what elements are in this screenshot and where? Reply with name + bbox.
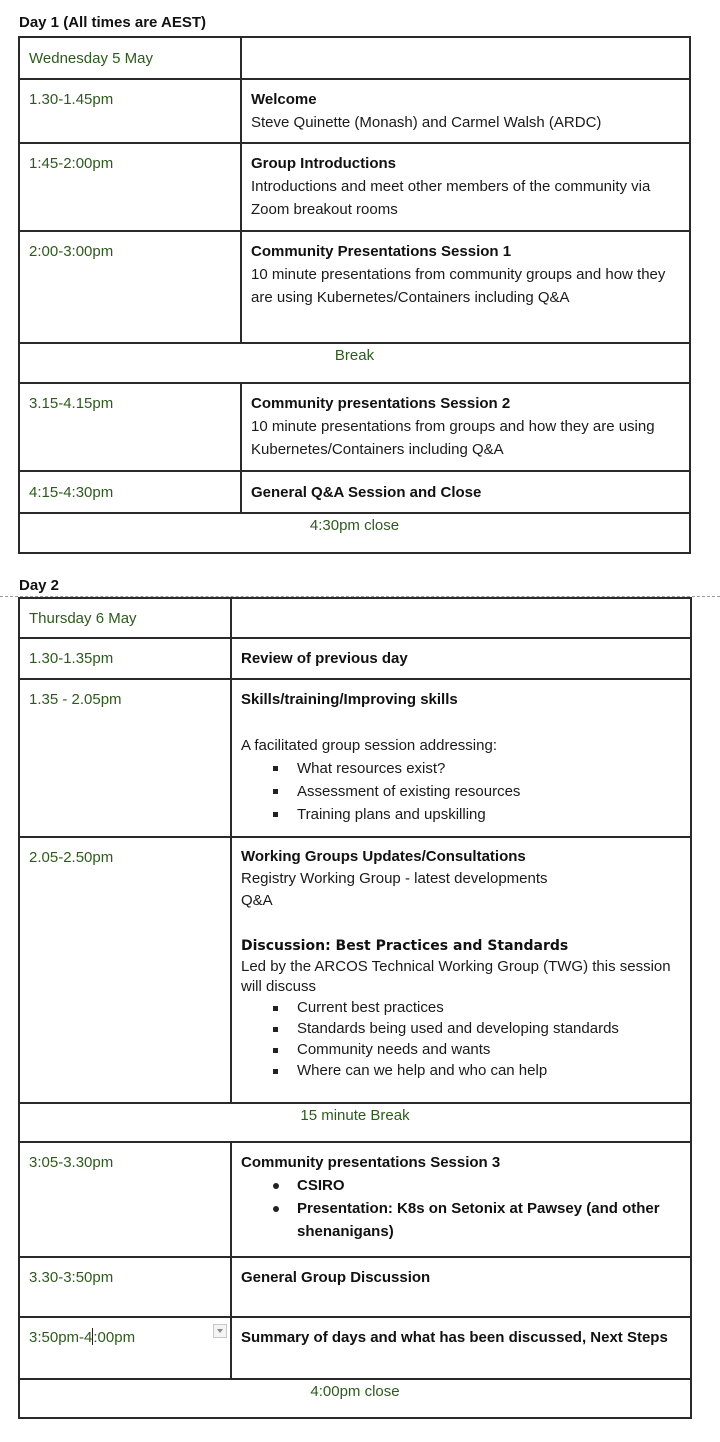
table-row [19,1317,691,1379]
table-row [19,231,690,343]
time-cell[interactable]: 1:45-2:00pm [19,143,241,231]
session-cell[interactable] [231,679,691,837]
list-item: Presentation: K8s on Setonix at Pawsey (and other shenanigans) [297,1197,681,1243]
session-cell[interactable] [231,1257,691,1317]
session-cell[interactable] [241,471,690,513]
dropdown-arrow-icon[interactable] [213,1324,227,1338]
session-cell[interactable] [231,1142,691,1257]
session-cell[interactable] [241,79,690,143]
time-cell[interactable] [19,1317,231,1379]
day1-date[interactable]: Wednesday 5 May [19,37,241,79]
session-cell[interactable] [241,383,690,471]
list-item: Current best practices [297,997,681,1018]
list-item: What resources exist? [297,757,681,780]
time-cell[interactable]: 3.15-4.15pm [19,383,241,471]
session-heading: Working Groups Updates/Consultations [241,848,526,865]
discussion-description: Led by the ARCOS Technical Working Group (TWG) this session will discuss [241,958,671,995]
session-line: Q&A [241,892,273,909]
session-heading: Welcome [251,91,317,108]
session-heading: Skills/training/Improving skills [241,691,458,708]
close-row [19,1379,691,1418]
list-item: Where can we help and who can help [297,1060,681,1081]
session-line: Registry Working Group - latest developments [241,870,548,887]
discussion-heading: Discussion: Best Practices and Standards [241,938,569,954]
time-cell[interactable]: 1.35 - 2.05pm [19,679,231,837]
session-cell[interactable] [231,1317,691,1379]
table-row [19,837,691,1103]
session-cell[interactable] [231,638,691,679]
session-description: Steve Quinette (Monash) and Carmel Walsh (ARDC) [251,114,602,131]
session-description: 10 minute presentations from groups and how they are using Kubernetes/Containers including Q&A [251,418,655,458]
session-heading: Community presentations Session 3 [241,1154,501,1171]
time-cell[interactable]: 2.05-2.50pm [19,837,231,1103]
time-cell[interactable]: 4:15-4:30pm [19,471,241,513]
session-cell[interactable] [241,143,690,231]
time-text-start: 3:50pm-4 [29,1329,93,1346]
time-cell[interactable]: 3:05-3.30pm [19,1142,231,1257]
session-heading: Summary of days and what has been discussed, Next Steps [241,1329,668,1346]
session-intro: A facilitated group session addressing: [241,737,497,754]
break-row [19,343,690,383]
session-heading: Review of previous day [241,650,408,667]
list-item: Standards being used and developing standards [297,1018,681,1039]
table-row [19,471,690,513]
break-row [19,1103,691,1142]
table-row [19,1257,691,1317]
close-label[interactable]: 4:00pm close [19,1379,691,1418]
session-description: Introductions and meet other members of the community via Zoom breakout rooms [251,178,651,218]
session-cell[interactable] [241,231,690,343]
session-heading: Community presentations Session 2 [251,395,511,412]
table-row [19,638,691,679]
session-heading: General Q&A Session and Close [251,483,482,501]
list-item: Assessment of existing resources [297,780,681,803]
time-cell[interactable]: 1.30-1.45pm [19,79,241,143]
bullet-list [241,1174,681,1243]
empty-cell[interactable] [241,37,690,79]
time-cell[interactable]: 2:00-3:00pm [19,231,241,343]
bullet-list [241,757,681,826]
time-text-end: :00pm [93,1329,136,1346]
day2-date[interactable]: Thursday 6 May [19,598,231,638]
session-heading: Community Presentations Session 1 [251,243,512,260]
table-row [19,1142,691,1257]
day2-title: Day 2 [19,577,60,594]
close-row [19,513,690,553]
table-row [19,79,690,143]
close-label[interactable]: 4:30pm close [19,513,690,553]
list-item: Training plans and upskilling [297,803,681,826]
day2-schedule-table [18,597,692,1419]
day1-date-row [19,37,690,79]
break-label[interactable]: Break [19,343,690,383]
table-row [19,383,690,471]
empty-cell[interactable] [231,598,691,638]
day2-date-row [19,598,691,638]
table-row [19,143,690,231]
time-cell[interactable]: 1.30-1.35pm [19,638,231,679]
list-item: Community needs and wants [297,1039,681,1060]
session-heading: General Group Discussion [241,1269,431,1286]
bullet-list [241,997,681,1081]
day1-schedule-table [18,36,691,554]
day1-title: Day 1 (All times are AEST) [19,14,207,31]
session-description: 10 minute presentations from community groups and how they are using Kubernetes/Containers including Q&A [251,266,666,306]
break-label[interactable]: 15 minute Break [19,1103,691,1142]
table-row [19,679,691,837]
list-item: CSIRO [297,1174,681,1197]
session-heading: Group Introductions [251,155,396,172]
time-cell[interactable]: 3.30-3:50pm [19,1257,231,1317]
session-cell[interactable] [231,837,691,1103]
